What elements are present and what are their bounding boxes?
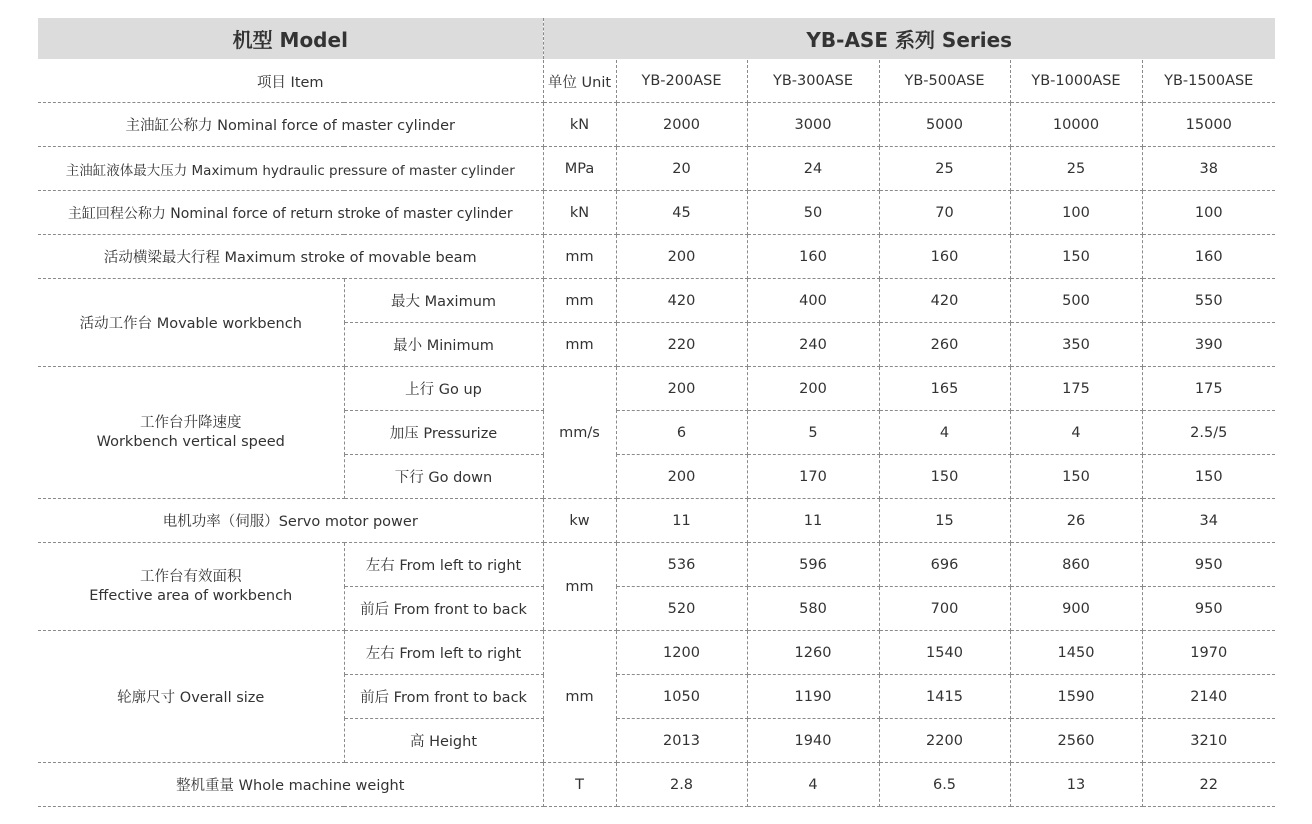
cell-value: 11	[616, 499, 747, 543]
sub-label: 最大 Maximum	[344, 279, 543, 323]
cell-value: 350	[1010, 323, 1142, 367]
cell-value: 170	[747, 455, 879, 499]
row-label: 整机重量 Whole machine weight	[38, 763, 543, 807]
cell-value: 200	[747, 367, 879, 411]
cell-value: 1970	[1142, 631, 1275, 675]
cell-value: 1450	[1010, 631, 1142, 675]
row-label: 电机功率（伺服）Servo motor power	[38, 499, 543, 543]
group-label-cn: 工作台升降速度	[140, 414, 242, 431]
cell-value: 696	[879, 543, 1010, 587]
sub-label: 上行 Go up	[344, 367, 543, 411]
cell-value: 26	[1010, 499, 1142, 543]
cell-value: 2.8	[616, 763, 747, 807]
cell-value: 13	[1010, 763, 1142, 807]
model-column-header: YB-500ASE	[879, 60, 1010, 103]
group-label-en: Workbench vertical speed	[96, 433, 285, 450]
cell-value: 1050	[616, 675, 747, 719]
group-label	[38, 367, 344, 499]
cell-value: 20	[616, 147, 747, 191]
cell-value: 38	[1142, 147, 1275, 191]
cell-value: 950	[1142, 587, 1275, 631]
cell-value: 100	[1010, 191, 1142, 235]
table-row	[38, 191, 1275, 235]
cell-value: 15000	[1142, 103, 1275, 147]
cell-value: 2560	[1010, 719, 1142, 763]
cell-value: 160	[1142, 235, 1275, 279]
cell-value: 165	[879, 367, 1010, 411]
table-row	[38, 763, 1275, 807]
cell-value: 6.5	[879, 763, 1010, 807]
cell-value: 200	[616, 235, 747, 279]
cell-value: 4	[1010, 411, 1142, 455]
model-column-header: YB-1000ASE	[1010, 60, 1142, 103]
cell-value: 200	[616, 367, 747, 411]
cell-value: 260	[879, 323, 1010, 367]
sub-label: 下行 Go down	[344, 455, 543, 499]
table-row	[38, 235, 1275, 279]
row-label: 主油缸液体最大压力 Maximum hydraulic pressure of master cylinder	[38, 147, 543, 191]
cell-value: 15	[879, 499, 1010, 543]
row-unit: mm	[543, 323, 616, 367]
group-label: 活动工作台 Movable workbench	[38, 279, 344, 367]
cell-value: 2.5/5	[1142, 411, 1275, 455]
cell-value: 1940	[747, 719, 879, 763]
table-row	[38, 543, 1275, 587]
cell-value: 34	[1142, 499, 1275, 543]
row-unit: kN	[543, 191, 616, 235]
cell-value: 1260	[747, 631, 879, 675]
table-row	[38, 367, 1275, 411]
cell-value: 175	[1010, 367, 1142, 411]
cell-value: 400	[747, 279, 879, 323]
cell-value: 150	[1010, 455, 1142, 499]
model-column-header: YB-1500ASE	[1142, 60, 1275, 103]
group-label	[38, 543, 344, 631]
cell-value: 900	[1010, 587, 1142, 631]
group-label-en: Effective area of workbench	[89, 587, 293, 604]
table-row	[38, 499, 1275, 543]
cell-value: 2140	[1142, 675, 1275, 719]
spec-table	[38, 18, 1275, 807]
cell-value: 580	[747, 587, 879, 631]
sub-label: 前后 From front to back	[344, 587, 543, 631]
cell-value: 160	[747, 235, 879, 279]
cell-value: 45	[616, 191, 747, 235]
item-header: 项目 Item	[38, 60, 543, 103]
table-row	[38, 279, 1275, 323]
row-unit: mm/s	[543, 367, 616, 499]
cell-value: 536	[616, 543, 747, 587]
column-header-row	[38, 60, 1275, 103]
cell-value: 950	[1142, 543, 1275, 587]
cell-value: 11	[747, 499, 879, 543]
cell-value: 4	[879, 411, 1010, 455]
cell-value: 6	[616, 411, 747, 455]
series-header: YB-ASE 系列 Series	[543, 18, 1275, 60]
model-header: 机型 Model	[38, 18, 543, 60]
sub-label: 左右 From left to right	[344, 631, 543, 675]
cell-value: 100	[1142, 191, 1275, 235]
cell-value: 50	[747, 191, 879, 235]
cell-value: 10000	[1010, 103, 1142, 147]
cell-value: 70	[879, 191, 1010, 235]
row-unit: MPa	[543, 147, 616, 191]
row-label: 主缸回程公称力 Nominal force of return stroke of master cylinder	[38, 191, 543, 235]
sub-label: 最小 Minimum	[344, 323, 543, 367]
cell-value: 3210	[1142, 719, 1275, 763]
row-unit: mm	[543, 543, 616, 631]
table-row	[38, 631, 1275, 675]
cell-value: 25	[879, 147, 1010, 191]
table-row	[38, 103, 1275, 147]
row-unit: mm	[543, 279, 616, 323]
cell-value: 22	[1142, 763, 1275, 807]
cell-value: 500	[1010, 279, 1142, 323]
cell-value: 5000	[879, 103, 1010, 147]
cell-value: 150	[879, 455, 1010, 499]
cell-value: 2200	[879, 719, 1010, 763]
cell-value: 2000	[616, 103, 747, 147]
sub-label: 前后 From front to back	[344, 675, 543, 719]
header-row	[38, 18, 1275, 60]
cell-value: 5	[747, 411, 879, 455]
cell-value: 420	[879, 279, 1010, 323]
sub-label: 加压 Pressurize	[344, 411, 543, 455]
row-unit: mm	[543, 235, 616, 279]
cell-value: 520	[616, 587, 747, 631]
group-label: 轮廓尺寸 Overall size	[38, 631, 344, 763]
cell-value: 550	[1142, 279, 1275, 323]
cell-value: 390	[1142, 323, 1275, 367]
cell-value: 200	[616, 455, 747, 499]
cell-value: 596	[747, 543, 879, 587]
cell-value: 3000	[747, 103, 879, 147]
cell-value: 150	[1142, 455, 1275, 499]
row-label: 活动横梁最大行程 Maximum stroke of movable beam	[38, 235, 543, 279]
model-column-header: YB-200ASE	[616, 60, 747, 103]
unit-header: 单位 Unit	[543, 60, 616, 103]
group-label-cn: 工作台有效面积	[140, 568, 242, 585]
cell-value: 1540	[879, 631, 1010, 675]
table-row	[38, 147, 1275, 191]
row-unit: mm	[543, 631, 616, 763]
cell-value: 160	[879, 235, 1010, 279]
cell-value: 240	[747, 323, 879, 367]
cell-value: 220	[616, 323, 747, 367]
row-unit: kw	[543, 499, 616, 543]
model-column-header: YB-300ASE	[747, 60, 879, 103]
sub-label: 左右 From left to right	[344, 543, 543, 587]
cell-value: 1190	[747, 675, 879, 719]
row-label: 主油缸公称力 Nominal force of master cylinder	[38, 103, 543, 147]
cell-value: 25	[1010, 147, 1142, 191]
cell-value: 700	[879, 587, 1010, 631]
cell-value: 1415	[879, 675, 1010, 719]
row-unit: kN	[543, 103, 616, 147]
cell-value: 150	[1010, 235, 1142, 279]
cell-value: 175	[1142, 367, 1275, 411]
row-unit: T	[543, 763, 616, 807]
cell-value: 2013	[616, 719, 747, 763]
cell-value: 4	[747, 763, 879, 807]
cell-value: 420	[616, 279, 747, 323]
sub-label: 高 Height	[344, 719, 543, 763]
cell-value: 860	[1010, 543, 1142, 587]
cell-value: 24	[747, 147, 879, 191]
cell-value: 1200	[616, 631, 747, 675]
cell-value: 1590	[1010, 675, 1142, 719]
